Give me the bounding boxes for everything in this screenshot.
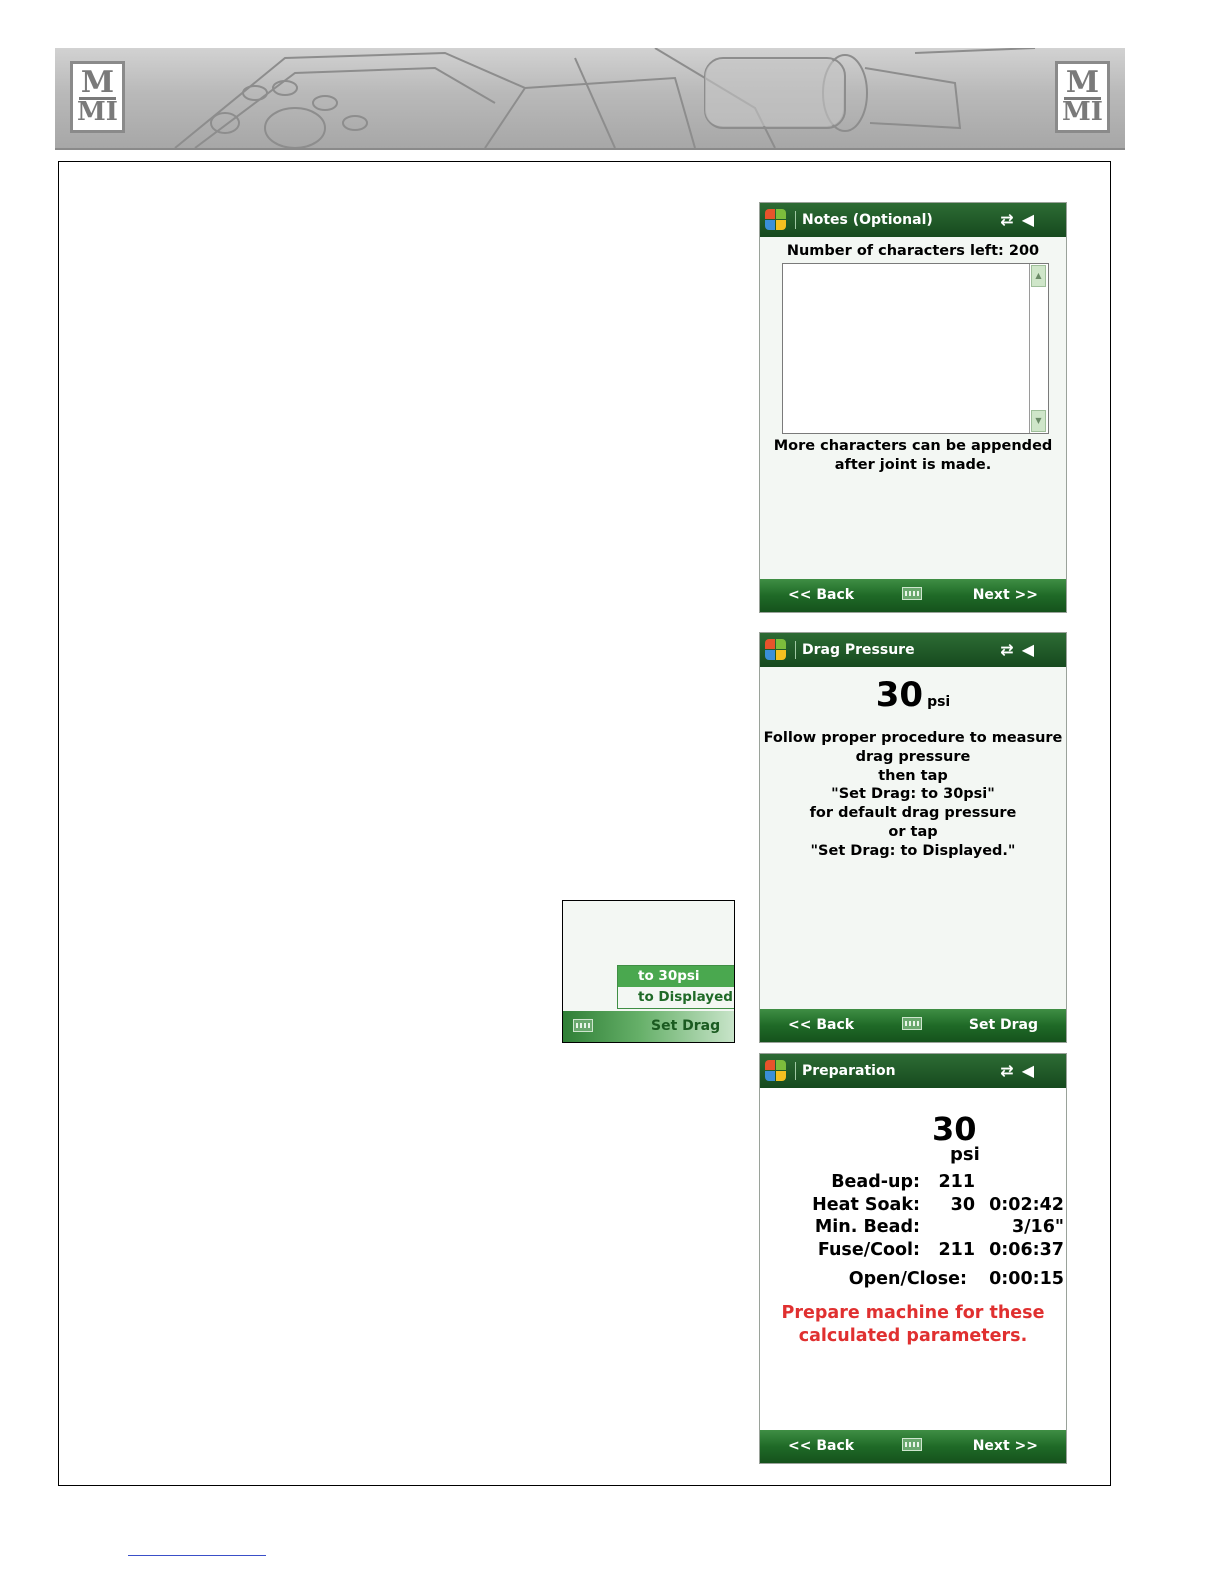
next-button[interactable]: Next >> [972,1438,1038,1454]
back-button[interactable]: << Back [788,1017,855,1033]
back-button[interactable]: << Back [788,1438,855,1454]
machine-illustration [55,48,1125,148]
screen-title: Drag Pressure [802,642,915,658]
speaker-icon[interactable]: ◀︎ [1021,1061,1034,1080]
drag-pressure-screen [759,632,1067,1043]
footer-link-underline[interactable] [128,1555,266,1556]
scroll-up-icon[interactable]: ▲ [1031,265,1046,287]
menu-item-to-displayed[interactable]: to Displayed [638,989,733,1005]
keyboard-icon[interactable] [902,1438,922,1451]
prepare-warning: Prepare machine for these calculated parameters. [781,1303,1045,1346]
param-row-open-close: Open/Close: 0:00:15 [848,1269,1064,1289]
pressure-unit: psi [950,1144,980,1165]
screen-title: Preparation [802,1063,896,1079]
notes-textarea[interactable] [782,263,1049,434]
notes-screen [759,202,1067,613]
param-row-bead-up: Bead-up: 211 [831,1172,975,1192]
mmi-logo-left: M MI [70,61,125,133]
characters-left-label: Number of characters left: 200 [786,243,1040,259]
set-drag-button[interactable]: Set Drag [968,1017,1038,1033]
set-drag-menu-inset [562,900,735,1043]
notes-scrollbar[interactable] [1029,264,1048,433]
page-banner [55,48,1125,150]
drag-instructions: Follow proper procedure to measure drag pressure then tap "Set Drag: to 30psi" for default drag pressure or tap "Set Drag: to Displayed." [763,730,1063,859]
keyboard-icon[interactable] [902,1017,922,1030]
keyboard-icon[interactable] [902,587,922,600]
softkey-bar [563,1011,734,1042]
title-bar [760,1054,1066,1088]
softkey-bar [760,1009,1066,1042]
speaker-icon[interactable]: ◀︎ [1021,640,1034,659]
menu-item-to-30psi[interactable]: to 30psi [618,966,734,987]
back-button[interactable]: << Back [788,587,855,603]
set-drag-button[interactable]: Set Drag [651,1018,721,1034]
param-row-min-bead: Min. Bead: 3/16" [814,1217,1064,1237]
param-row-fuse-cool: Fuse/Cool: 211 0:06:37 [817,1240,1064,1260]
param-row-heat-soak: Heat Soak: 30 0:02:42 [812,1195,1064,1215]
softkey-bar [760,1430,1066,1463]
softkey-bar [760,579,1066,612]
scroll-down-icon[interactable]: ▼ [1031,410,1046,432]
pressure-value: 30 [932,1110,977,1148]
title-bar [760,633,1066,667]
windows-start-icon[interactable] [765,639,787,661]
connectivity-icon[interactable]: ⇄ [1000,640,1014,659]
windows-start-icon[interactable] [765,1060,787,1082]
screen-title: Notes (Optional) [802,212,933,228]
speaker-icon[interactable]: ◀︎ [1021,210,1034,229]
mmi-logo-right: M MI [1055,61,1110,133]
keyboard-icon[interactable] [573,1019,593,1032]
next-button[interactable]: Next >> [972,587,1038,603]
notes-footer-text: More characters can be appended after joint is made. [773,438,1053,473]
windows-start-icon[interactable] [765,209,787,231]
connectivity-icon[interactable]: ⇄ [1000,210,1014,229]
title-bar [760,203,1066,237]
set-drag-menu [617,965,735,1009]
preparation-screen [759,1053,1067,1464]
drag-pressure-value: 30 psi [875,675,951,715]
connectivity-icon[interactable]: ⇄ [1000,1061,1014,1080]
